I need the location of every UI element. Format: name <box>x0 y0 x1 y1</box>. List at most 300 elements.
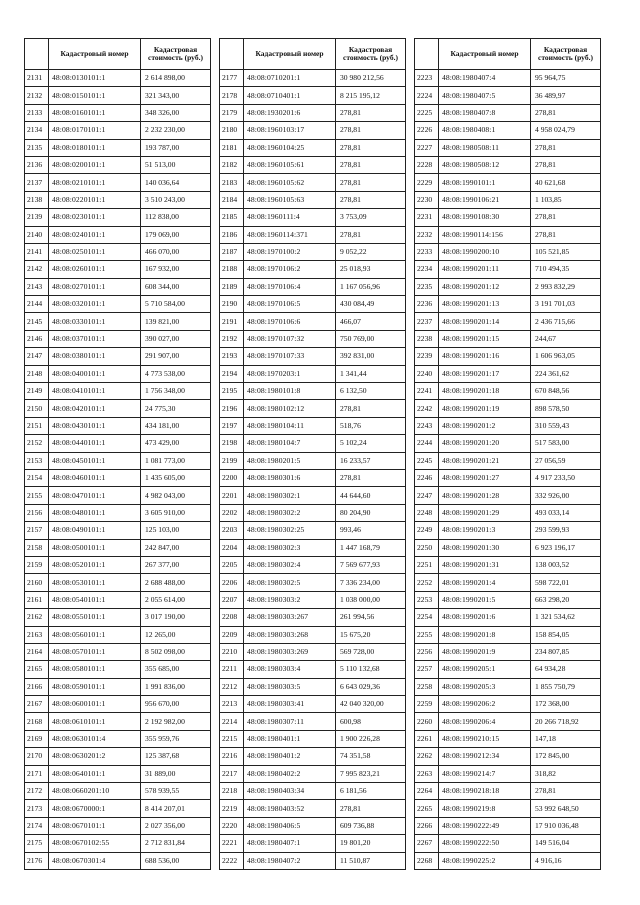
row-number: 2193 <box>220 348 244 365</box>
cadastral-value: 278,81 <box>336 800 406 817</box>
table-row <box>415 678 601 695</box>
row-number: 2131 <box>25 70 49 87</box>
cadastral-value: 278,81 <box>531 156 601 173</box>
row-number: 2171 <box>25 765 49 782</box>
cadastral-value: 278,81 <box>531 209 601 226</box>
table-row <box>25 783 211 800</box>
cadastral-value: 1 103,85 <box>531 191 601 208</box>
row-number: 2155 <box>25 487 49 504</box>
table-row <box>25 696 211 713</box>
table-row <box>220 417 406 434</box>
cadastral-value: 234 807,85 <box>531 643 601 660</box>
cadastral-number: 48:08:0570101:1 <box>49 643 141 660</box>
cadastral-number: 48:08:1980303:267 <box>244 609 336 626</box>
cadastral-value: 355 685,00 <box>141 661 211 678</box>
cadastral-number: 48:08:1980102:12 <box>244 400 336 417</box>
cadastral-number: 48:08:1990108:30 <box>439 209 531 226</box>
row-number: 2159 <box>25 556 49 573</box>
cadastral-number: 48:08:0710201:1 <box>244 70 336 87</box>
table-row <box>415 591 601 608</box>
cadastral-number: 48:08:1970106:6 <box>244 313 336 330</box>
cadastral-number: 48:08:1990201:13 <box>439 296 531 313</box>
row-number: 2223 <box>415 70 439 87</box>
cadastral-number: 48:08:1990201:16 <box>439 348 531 365</box>
cadastral-number: 48:08:1990201:14 <box>439 313 531 330</box>
cadastral-number: 48:08:0420101:1 <box>49 400 141 417</box>
row-number: 2146 <box>25 330 49 347</box>
cadastral-number: 48:08:0670301:4 <box>49 852 141 869</box>
header-number <box>25 39 49 70</box>
row-number: 2241 <box>415 383 439 400</box>
table-row <box>25 643 211 660</box>
row-number: 2177 <box>220 70 244 87</box>
cadastral-number: 48:08:1980104:11 <box>244 417 336 434</box>
table-row <box>220 487 406 504</box>
row-number: 2246 <box>415 469 439 486</box>
row-number: 2200 <box>220 469 244 486</box>
cadastral-number: 48:08:1980403:52 <box>244 800 336 817</box>
cadastral-number: 48:08:0560101:1 <box>49 626 141 643</box>
cadastral-number: 48:08:0380101:1 <box>49 348 141 365</box>
row-number: 2156 <box>25 504 49 521</box>
table-row <box>415 800 601 817</box>
row-number: 2136 <box>25 156 49 173</box>
row-number: 2265 <box>415 800 439 817</box>
table-row <box>415 435 601 452</box>
cadastral-value: 6 643 029,36 <box>336 678 406 695</box>
cadastral-value: 993,46 <box>336 522 406 539</box>
row-number: 2167 <box>25 696 49 713</box>
cadastral-value: 30 980 212,56 <box>336 70 406 87</box>
row-number: 2196 <box>220 400 244 417</box>
cadastral-number: 48:08:1990222:50 <box>439 835 531 852</box>
cadastral-table <box>24 38 211 870</box>
cadastral-value: 518,76 <box>336 417 406 434</box>
cadastral-number: 48:08:1990201:28 <box>439 487 531 504</box>
table-row <box>415 365 601 382</box>
row-number: 2248 <box>415 504 439 521</box>
row-number: 2190 <box>220 296 244 313</box>
cadastral-value: 1 756 348,00 <box>141 383 211 400</box>
cadastral-number: 48:08:1990201:2 <box>439 417 531 434</box>
cadastral-number: 48:08:1990201:15 <box>439 330 531 347</box>
cadastral-value: 278,81 <box>531 226 601 243</box>
header-cadastral-number: Кадастровый номер <box>244 39 336 70</box>
table-row <box>220 191 406 208</box>
cadastral-value: 267 377,00 <box>141 556 211 573</box>
table-row <box>220 748 406 765</box>
cadastral-value: 44 644,60 <box>336 487 406 504</box>
table-row <box>415 191 601 208</box>
cadastral-value: 2 192 982,00 <box>141 713 211 730</box>
cadastral-value: 31 889,00 <box>141 765 211 782</box>
cadastral-value: 95 964,75 <box>531 70 601 87</box>
cadastral-value: 12 265,00 <box>141 626 211 643</box>
table-column-3 <box>414 38 600 870</box>
row-number: 2263 <box>415 765 439 782</box>
table-row <box>25 504 211 521</box>
cadastral-number: 48:08:1980508:12 <box>439 156 531 173</box>
cadastral-value: 466 070,00 <box>141 243 211 260</box>
table-row <box>415 70 601 87</box>
cadastral-number: 48:08:1990218:18 <box>439 783 531 800</box>
row-number: 2210 <box>220 643 244 660</box>
table-row <box>415 696 601 713</box>
cadastral-value: 278,81 <box>531 783 601 800</box>
table-row <box>415 748 601 765</box>
table-row <box>220 643 406 660</box>
cadastral-value: 2 614 898,00 <box>141 70 211 87</box>
row-number: 2204 <box>220 539 244 556</box>
cadastral-number: 48:08:1990201:9 <box>439 643 531 660</box>
table-header-row <box>25 39 211 70</box>
row-number: 2151 <box>25 417 49 434</box>
row-number: 2213 <box>220 696 244 713</box>
table-row <box>25 348 211 365</box>
table-row <box>25 487 211 504</box>
row-number: 2150 <box>25 400 49 417</box>
table-row <box>220 469 406 486</box>
cadastral-number: 48:08:1990201:5 <box>439 591 531 608</box>
row-number: 2229 <box>415 174 439 191</box>
cadastral-value: 3 191 701,03 <box>531 296 601 313</box>
cadastral-value: 310 559,43 <box>531 417 601 434</box>
row-number: 2135 <box>25 139 49 156</box>
table-row <box>25 817 211 834</box>
row-number: 2207 <box>220 591 244 608</box>
table-row <box>25 174 211 191</box>
cadastral-number: 48:08:0600101:1 <box>49 696 141 713</box>
table-row <box>220 243 406 260</box>
cadastral-number: 48:08:1990201:30 <box>439 539 531 556</box>
table-row <box>415 261 601 278</box>
cadastral-number: 48:08:1980104:7 <box>244 435 336 452</box>
cadastral-number: 48:08:1990201:27 <box>439 469 531 486</box>
cadastral-number: 48:08:0710401:1 <box>244 87 336 104</box>
table-row <box>415 278 601 295</box>
cadastral-number: 48:08:1990201:19 <box>439 400 531 417</box>
document-page <box>24 38 616 865</box>
table-row <box>25 626 211 643</box>
cadastral-number: 48:08:1980403:34 <box>244 783 336 800</box>
cadastral-value: 278,81 <box>336 469 406 486</box>
table-row <box>25 748 211 765</box>
table-row <box>25 122 211 139</box>
row-number: 2222 <box>220 852 244 869</box>
table-row <box>25 730 211 747</box>
cadastral-value: 8 502 098,00 <box>141 643 211 660</box>
table-row <box>220 852 406 869</box>
table-row <box>415 348 601 365</box>
row-number: 2221 <box>220 835 244 852</box>
cadastral-value: 493 033,14 <box>531 504 601 521</box>
cadastral-value: 80 204,90 <box>336 504 406 521</box>
row-number: 2242 <box>415 400 439 417</box>
cadastral-value: 434 181,00 <box>141 417 211 434</box>
row-number: 2147 <box>25 348 49 365</box>
cadastral-number: 48:08:1990201:12 <box>439 278 531 295</box>
table-row <box>25 330 211 347</box>
cadastral-number: 48:08:0150101:1 <box>49 87 141 104</box>
table-row <box>25 800 211 817</box>
table-row <box>415 487 601 504</box>
cadastral-number: 48:08:1990201:3 <box>439 522 531 539</box>
table-row <box>25 765 211 782</box>
table-row <box>415 609 601 626</box>
cadastral-value: 6 132,50 <box>336 383 406 400</box>
cadastral-number: 48:08:0250101:1 <box>49 243 141 260</box>
cadastral-value: 688 536,00 <box>141 852 211 869</box>
row-number: 2138 <box>25 191 49 208</box>
row-number: 2185 <box>220 209 244 226</box>
cadastral-value: 167 932,00 <box>141 261 211 278</box>
table-row <box>415 383 601 400</box>
row-number: 2161 <box>25 591 49 608</box>
cadastral-number: 48:08:1980401:2 <box>244 748 336 765</box>
cadastral-value: 956 670,00 <box>141 696 211 713</box>
row-number: 2261 <box>415 730 439 747</box>
cadastral-number: 48:08:1980407:8 <box>439 104 531 121</box>
cadastral-value: 27 056,59 <box>531 452 601 469</box>
table-row <box>220 139 406 156</box>
cadastral-number: 48:08:1970106:4 <box>244 278 336 295</box>
table-header-row <box>220 39 406 70</box>
cadastral-number: 48:08:0450101:1 <box>49 452 141 469</box>
cadastral-number: 48:08:1980407:2 <box>244 852 336 869</box>
row-number: 2254 <box>415 609 439 626</box>
table-row <box>25 852 211 869</box>
table-row <box>25 469 211 486</box>
cadastral-value: 1 606 963,05 <box>531 348 601 365</box>
row-number: 2209 <box>220 626 244 643</box>
row-number: 2178 <box>220 87 244 104</box>
row-number: 2201 <box>220 487 244 504</box>
cadastral-value: 5 110 132,68 <box>336 661 406 678</box>
cadastral-value: 466,07 <box>336 313 406 330</box>
table-row <box>220 730 406 747</box>
table-row <box>415 835 601 852</box>
row-number: 2169 <box>25 730 49 747</box>
table-row <box>25 539 211 556</box>
table-column-1 <box>24 38 210 870</box>
table-row <box>220 626 406 643</box>
cadastral-value: 1 447 168,79 <box>336 539 406 556</box>
cadastral-value: 19 801,20 <box>336 835 406 852</box>
cadastral-value: 608 344,00 <box>141 278 211 295</box>
row-number: 2163 <box>25 626 49 643</box>
cadastral-value: 278,81 <box>336 139 406 156</box>
cadastral-number: 48:08:1980307:11 <box>244 713 336 730</box>
table-row <box>25 713 211 730</box>
table-row <box>220 383 406 400</box>
row-number: 2231 <box>415 209 439 226</box>
cadastral-number: 48:08:1990114:156 <box>439 226 531 243</box>
row-number: 2164 <box>25 643 49 660</box>
cadastral-value: 261 994,56 <box>336 609 406 626</box>
cadastral-value: 172 368,00 <box>531 696 601 713</box>
table-row <box>220 261 406 278</box>
cadastral-number: 48:08:0210101:1 <box>49 174 141 191</box>
table-row <box>220 122 406 139</box>
table-row <box>220 435 406 452</box>
cadastral-value: 15 675,20 <box>336 626 406 643</box>
cadastral-value: 2 688 488,00 <box>141 574 211 591</box>
table-row <box>220 156 406 173</box>
cadastral-number: 48:08:1990225:2 <box>439 852 531 869</box>
table-row <box>415 87 601 104</box>
row-number: 2237 <box>415 313 439 330</box>
cadastral-value: 149 516,04 <box>531 835 601 852</box>
cadastral-number: 48:08:0670101:1 <box>49 817 141 834</box>
row-number: 2184 <box>220 191 244 208</box>
table-row <box>25 556 211 573</box>
cadastral-table <box>414 38 601 870</box>
cadastral-value: 172 845,00 <box>531 748 601 765</box>
table-row <box>220 226 406 243</box>
table-row <box>415 661 601 678</box>
row-number: 2220 <box>220 817 244 834</box>
row-number: 2253 <box>415 591 439 608</box>
cadastral-value: 5 710 584,00 <box>141 296 211 313</box>
cadastral-value: 278,81 <box>531 104 601 121</box>
cadastral-number: 48:08:0160101:1 <box>49 104 141 121</box>
cadastral-number: 48:08:0630101:4 <box>49 730 141 747</box>
cadastral-value: 6 923 196,17 <box>531 539 601 556</box>
table-row <box>415 504 601 521</box>
row-number: 2249 <box>415 522 439 539</box>
cadastral-number: 48:08:1990201:21 <box>439 452 531 469</box>
cadastral-number: 48:08:1980303:268 <box>244 626 336 643</box>
table-row <box>220 574 406 591</box>
cadastral-value: 4 982 043,00 <box>141 487 211 504</box>
cadastral-number: 48:08:1960111:4 <box>244 209 336 226</box>
table-row <box>220 609 406 626</box>
table-row <box>220 800 406 817</box>
cadastral-value: 278,81 <box>336 104 406 121</box>
cadastral-value: 390 027,00 <box>141 330 211 347</box>
cadastral-number: 48:08:0180101:1 <box>49 139 141 156</box>
cadastral-value: 278,81 <box>336 226 406 243</box>
row-number: 2172 <box>25 783 49 800</box>
row-number: 2268 <box>415 852 439 869</box>
table-row <box>220 313 406 330</box>
row-number: 2175 <box>25 835 49 852</box>
cadastral-number: 48:08:0490101:1 <box>49 522 141 539</box>
row-number: 2174 <box>25 817 49 834</box>
cadastral-value: 321 343,00 <box>141 87 211 104</box>
row-number: 2225 <box>415 104 439 121</box>
row-number: 2244 <box>415 435 439 452</box>
table-row <box>220 87 406 104</box>
cadastral-number: 48:08:0540101:1 <box>49 591 141 608</box>
header-cadastral-number: Кадастровый номер <box>49 39 141 70</box>
row-number: 2194 <box>220 365 244 382</box>
cadastral-value: 7 569 677,93 <box>336 556 406 573</box>
row-number: 2228 <box>415 156 439 173</box>
table-row <box>415 556 601 573</box>
row-number: 2214 <box>220 713 244 730</box>
cadastral-number: 48:08:0630201:2 <box>49 748 141 765</box>
table-row <box>415 452 601 469</box>
table-row <box>220 348 406 365</box>
row-number: 2262 <box>415 748 439 765</box>
cadastral-number: 48:08:0440101:1 <box>49 435 141 452</box>
row-number: 2203 <box>220 522 244 539</box>
cadastral-number: 48:08:1980402:2 <box>244 765 336 782</box>
cadastral-value: 2 993 832,29 <box>531 278 601 295</box>
cadastral-number: 48:08:1990210:15 <box>439 730 531 747</box>
table-row <box>415 817 601 834</box>
row-number: 2183 <box>220 174 244 191</box>
cadastral-value: 430 084,49 <box>336 296 406 313</box>
cadastral-number: 48:08:1980302:4 <box>244 556 336 573</box>
cadastral-number: 48:08:1980303:4 <box>244 661 336 678</box>
cadastral-number: 48:08:0580101:1 <box>49 661 141 678</box>
row-number: 2224 <box>415 87 439 104</box>
cadastral-number: 48:08:1990101:1 <box>439 174 531 191</box>
table-row <box>25 226 211 243</box>
cadastral-value: 710 494,35 <box>531 261 601 278</box>
cadastral-value: 473 429,00 <box>141 435 211 452</box>
cadastral-value: 242 847,00 <box>141 539 211 556</box>
row-number: 2181 <box>220 139 244 156</box>
table-column-2 <box>219 38 405 870</box>
row-number: 2197 <box>220 417 244 434</box>
cadastral-number: 48:08:0670102:55 <box>49 835 141 852</box>
row-number: 2212 <box>220 678 244 695</box>
row-number: 2148 <box>25 365 49 382</box>
cadastral-number: 48:08:1980302:1 <box>244 487 336 504</box>
cadastral-number: 48:08:1990201:18 <box>439 383 531 400</box>
cadastral-value: 138 003,52 <box>531 556 601 573</box>
table-row <box>25 104 211 121</box>
cadastral-number: 48:08:1980101:8 <box>244 383 336 400</box>
table-row <box>25 139 211 156</box>
table-row <box>25 70 211 87</box>
row-number: 2142 <box>25 261 49 278</box>
row-number: 2153 <box>25 452 49 469</box>
table-row <box>415 104 601 121</box>
cadastral-number: 48:08:1990201:29 <box>439 504 531 521</box>
cadastral-value: 36 489,97 <box>531 87 601 104</box>
cadastral-value: 609 736,88 <box>336 817 406 834</box>
row-number: 2234 <box>415 261 439 278</box>
cadastral-value: 2 712 831,84 <box>141 835 211 852</box>
row-number: 2217 <box>220 765 244 782</box>
row-number: 2187 <box>220 243 244 260</box>
cadastral-number: 48:08:1980508:11 <box>439 139 531 156</box>
row-number: 2173 <box>25 800 49 817</box>
cadastral-value: 9 052,22 <box>336 243 406 260</box>
cadastral-value: 3 605 910,00 <box>141 504 211 521</box>
cadastral-number: 48:08:1980302:25 <box>244 522 336 539</box>
row-number: 2233 <box>415 243 439 260</box>
cadastral-number: 48:08:0470101:1 <box>49 487 141 504</box>
cadastral-value: 1 081 773,00 <box>141 452 211 469</box>
row-number: 2182 <box>220 156 244 173</box>
table-row <box>25 313 211 330</box>
table-row <box>415 296 601 313</box>
table-row <box>415 174 601 191</box>
cadastral-number: 48:08:0550101:1 <box>49 609 141 626</box>
cadastral-number: 48:08:0320101:1 <box>49 296 141 313</box>
table-row <box>25 383 211 400</box>
table-row <box>25 591 211 608</box>
table-row <box>25 296 211 313</box>
cadastral-number: 48:08:1990222:49 <box>439 817 531 834</box>
row-number: 2133 <box>25 104 49 121</box>
table-row <box>220 661 406 678</box>
